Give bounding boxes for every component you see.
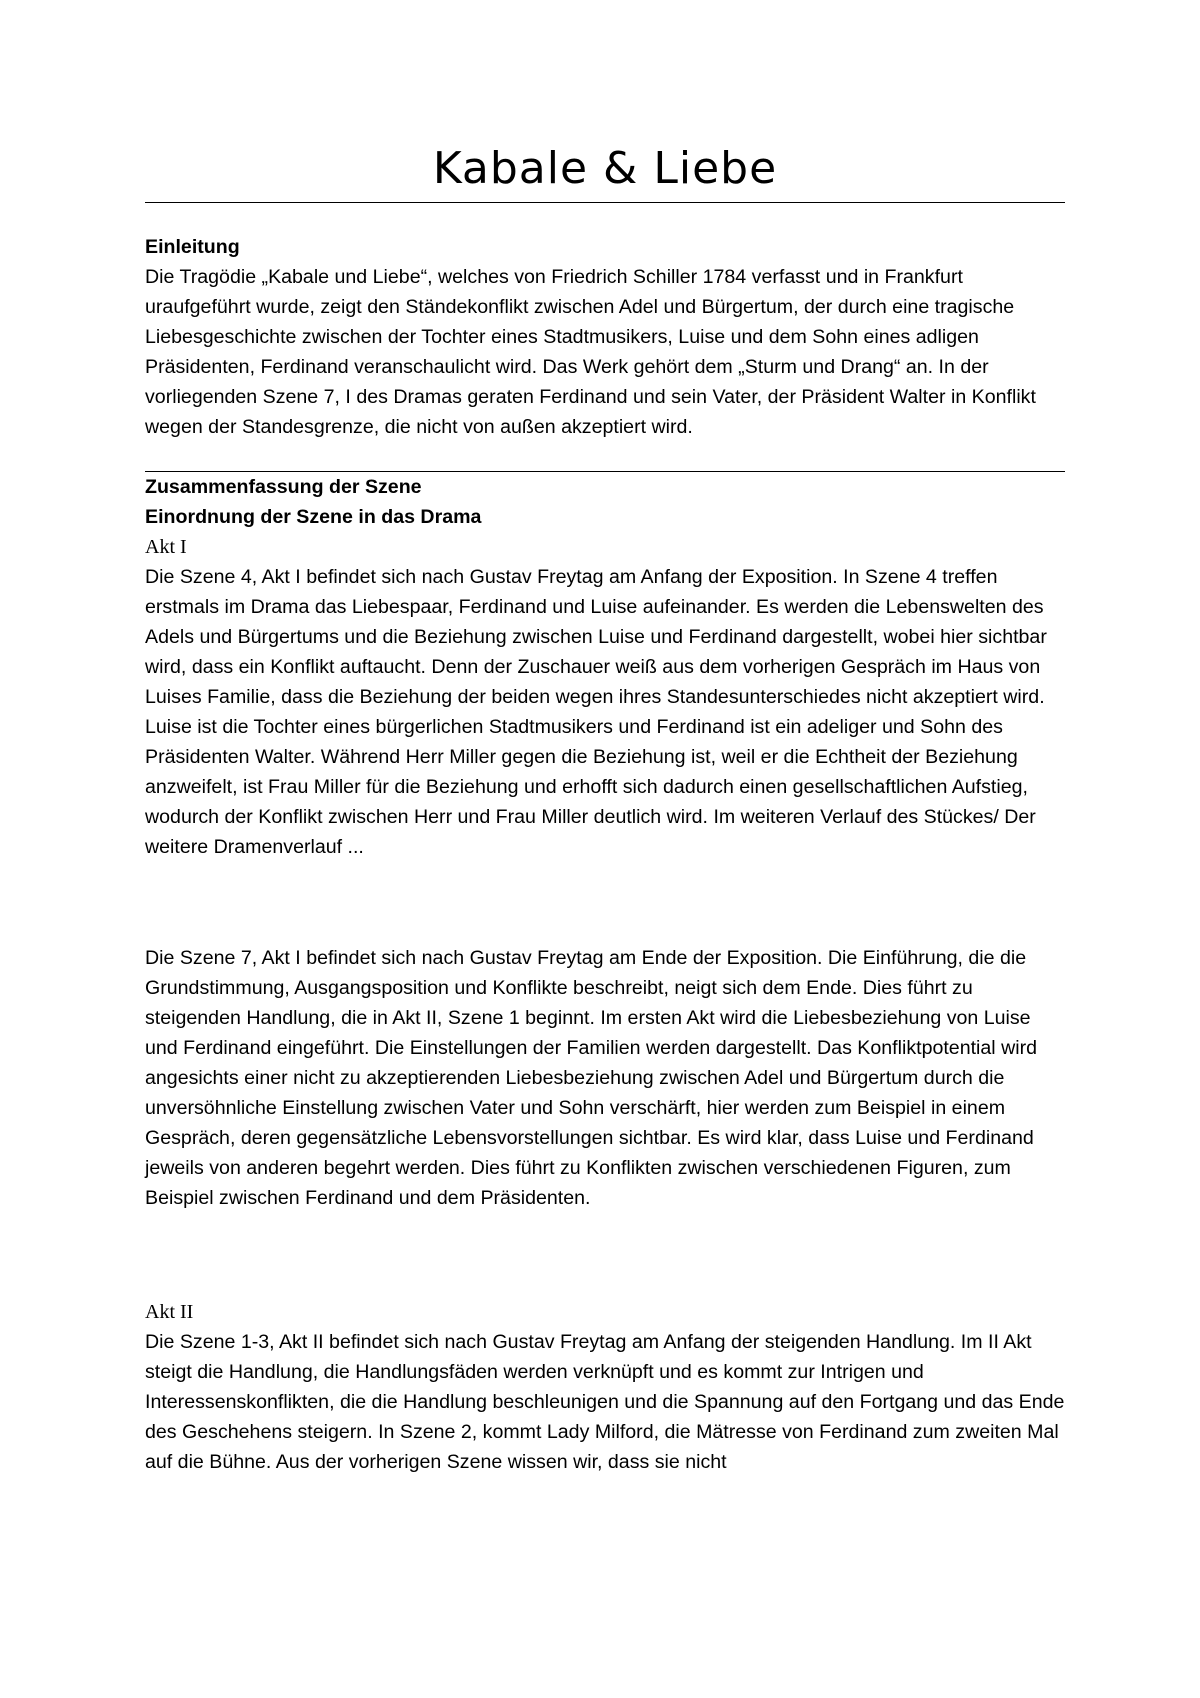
akt1-paragraph-1: Die Szene 4, Akt I befindet sich nach Gustav Freytag am Anfang der Exposition. In Szene 4 treffen erstmals im Drama das Liebespaar, Ferdinand und Luise aufeinander. Es werden die Lebenswelten des Adels und Bürgertums und die Beziehung zwischen Luise und Ferdinand dargestellt, wobei hier sichtbar wird, dass ein Konflikt auftaucht. Denn der Zuschauer weiß aus dem vorherigen Gespräch im Haus von Luises Familie, dass die Beziehung der beiden wegen ihres Standesunterschiedes nicht akzeptiert wird. Luise ist die Tochter eines bürgerlichen Stadtmusikers und Ferdinand ist ein adeliger und Sohn des Präsidenten Walter. Während Herr Miller gegen die Beziehung ist, weil er die Echtheit der Beziehung anzweifelt, ist Frau Miller für die Beziehung und erhofft sich dadurch einen gesellschaftlichen Aufstieg, wodurch der Konflikt zwischen Herr und Frau Miller deutlich wird. Im weiteren Verlauf des Stückes/ Der weitere Dramenverlauf ... — [145, 566, 1047, 858]
summary-heading: Zusammenfassung der Szene — [145, 476, 422, 498]
intro-paragraph: Die Tragödie „Kabale und Liebe“, welches von Friedrich Schiller 1784 verfasst und in Frankfurt uraufgeführt wurde, zeigt den Ständekonflikt zwischen Adel und Bürgertum, der durch eine tragische Liebesgeschichte zwischen der Tochter eines Stadtmusikers, Luise und dem Sohn eines adligen Präsidenten, Ferdinand veranschaulicht wird. Das Werk gehört dem „Sturm und Drang“ an. In der vorliegenden Szene 7, I des Dramas geraten Ferdinand und sein Vater, der Präsident Walter in Konflikt wegen der Standesgrenze, die nicht von außen akzeptiert wird. — [145, 266, 1036, 438]
summary-section — [145, 472, 1065, 862]
akt2-section — [145, 1297, 1065, 1477]
summary-subheading: Einordnung der Szene in das Drama — [145, 506, 482, 528]
akt2-label: Akt II — [145, 1301, 194, 1323]
document-title: Kabale & Liebe — [432, 143, 778, 194]
akt1-label: Akt I — [145, 536, 187, 558]
akt2-paragraph-1: Die Szene 1-3, Akt II befindet sich nach Gustav Freytag am Anfang der steigenden Handlung. Im II Akt steigt die Handlung, die Handlungsfäden werden verknüpft und es kommt zur Intrigen und Interessenskonflikten, die die Handlung beschleunigen und die Spannung auf den Fortgang und das Ende des Geschehens steigern. In Szene 2, kommt Lady Milford, die Mätresse von Ferdinand zum zweiten Mal auf die Bühne. Aus der vorherigen Szene wissen wir, dass sie nicht — [145, 1331, 1065, 1473]
title-underline — [145, 202, 1065, 203]
akt1-paragraph-2-block — [145, 943, 1065, 1213]
intro-heading: Einleitung — [145, 236, 240, 258]
akt1-paragraph-2: Die Szene 7, Akt I befindet sich nach Gustav Freytag am Ende der Exposition. Die Einführung, die die Grundstimmung, Ausgangsposition und Konflikte beschreibt, neigt sich dem Ende. Dies führt zu steigenden Handlung, die in Akt II, Szene 1 beginnt. Im ersten Akt wird die Liebesbeziehung von Luise und Ferdinand eingeführt. Die Einstellungen der Familien werden dargestellt. Das Konfliktpotential wird angesichts einer nicht zu akzeptierenden Liebesbeziehung zwischen Adel und Bürgertum durch die unversöhnliche Einstellung zwischen Vater und Sohn verschärft, hier werden zum Beispiel in einem Gespräch, deren gegensätzliche Lebensvorstellungen sichtbar. Es wird klar, dass Luise und Ferdinand jeweils von anderen begehrt werden. Dies führt zu Konflikten zwischen verschiedenen Figuren, zum Beispiel zwischen Ferdinand und dem Präsidenten. — [145, 947, 1038, 1209]
intro-section — [145, 232, 1065, 442]
